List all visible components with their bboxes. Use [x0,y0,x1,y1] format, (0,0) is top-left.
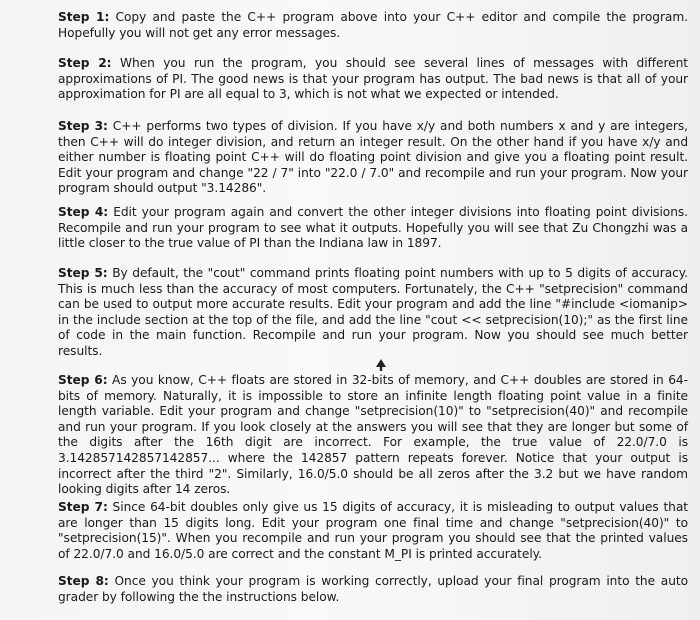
step-8 [58,574,688,605]
step-5-text: By default, the "cout" command prints floating point numbers with up to 5 digits of accuracy. This is much less than the accuracy of most computers. Fortunately, the C++ "setprecision" command can be used to output more accurate results. Edit your program and add the line "#include <iomanip> in the include section at the top of the file, and add the line "cout << setprecision(10);" as the first line of code in the main function. Recompile and run your program. Now you should see much better results. [58,266,689,358]
step-1 [58,10,688,41]
step-7 [58,500,688,562]
step-7-text: Since 64-bit doubles only give us 15 digits of accuracy, it is misleading to output values that are longer than 15 digits long. Edit your program one final time and change "setprecision(40)" to "setprecision(15)". When you recompile and run your program you should see that the printed values of 22.0/7.0 and 16.0/5.0 are correct and the constant M_PI is printed accurately. [58,500,688,561]
mouse-pointer-icon [374,358,388,372]
step-8-text: Once you think your program is working correctly, upload your final program into the auto grader by following the the instructions below. [58,574,689,604]
step-2 [58,56,688,103]
step-2-text: When you run the program, you should see several lines of messages with different approximations of PI. The good news is that your program has output. The bad news is that all of your approximation for PI are all equal to 3, which is not what we expected or intended. [58,56,688,102]
step-1-label: Step 1: [58,10,110,24]
step-4 [58,205,688,252]
step-7-label: Step 7: [58,500,108,514]
step-8-label: Step 8: [58,574,109,588]
step-3-text: C++ performs two types of division. If you have x/y and both numbers x and y are integers, then C++ will do integer division, and return an integer result. On the other hand if you have x/y and either number is floating point C++ will do floating point division and give you a floating point result. Edit your program and change "22 / 7" into "22.0 / 7.0" and recompile and run your program. Now your program should output "3.14286". [58,119,688,196]
step-4-label: Step 4: [58,205,109,219]
step-3 [58,119,688,197]
step-2-label: Step 2: [58,56,112,70]
step-1-text: Copy and paste the C++ program above into your C++ editor and compile the program. Hopefully you will not get any error messages. [58,10,688,40]
step-5 [58,266,688,360]
step-6-label: Step 6: [58,373,108,387]
step-3-label: Step 3: [58,119,108,133]
step-4-text: Edit your program again and convert the other integer divisions into floating point divisions. Recompile and run your program to see what it outputs. Hopefully you will see that Zu Chongzhi was a little closer to the true value of PI than the Indiana law in 1897. [58,205,688,251]
step-6 [58,373,688,498]
step-5-label: Step 5: [58,266,108,280]
step-6-text: As you know, C++ floats are stored in 32-bits of memory, and C++ doubles are stored in 64-bits of memory. Naturally, it is impossible to store an infinite length floating point value in a finite length variable. Edit your program and change "setprecision(10)" to "setprecision(40)" and recompile and run your program. If you look closely at the answers you will see that they are longer but some of the digits after the 16th digit are incorrect. For example, the true value of 22.0/7.0 is 3.142857142857142857... where the 142857 pattern repeats forever. Notice that your output is incorrect after the third "2". Similarly, 16.0/5.0 should be all zeros after the 3.2 but we have random looking digits after 14 zeros. [58,373,688,497]
